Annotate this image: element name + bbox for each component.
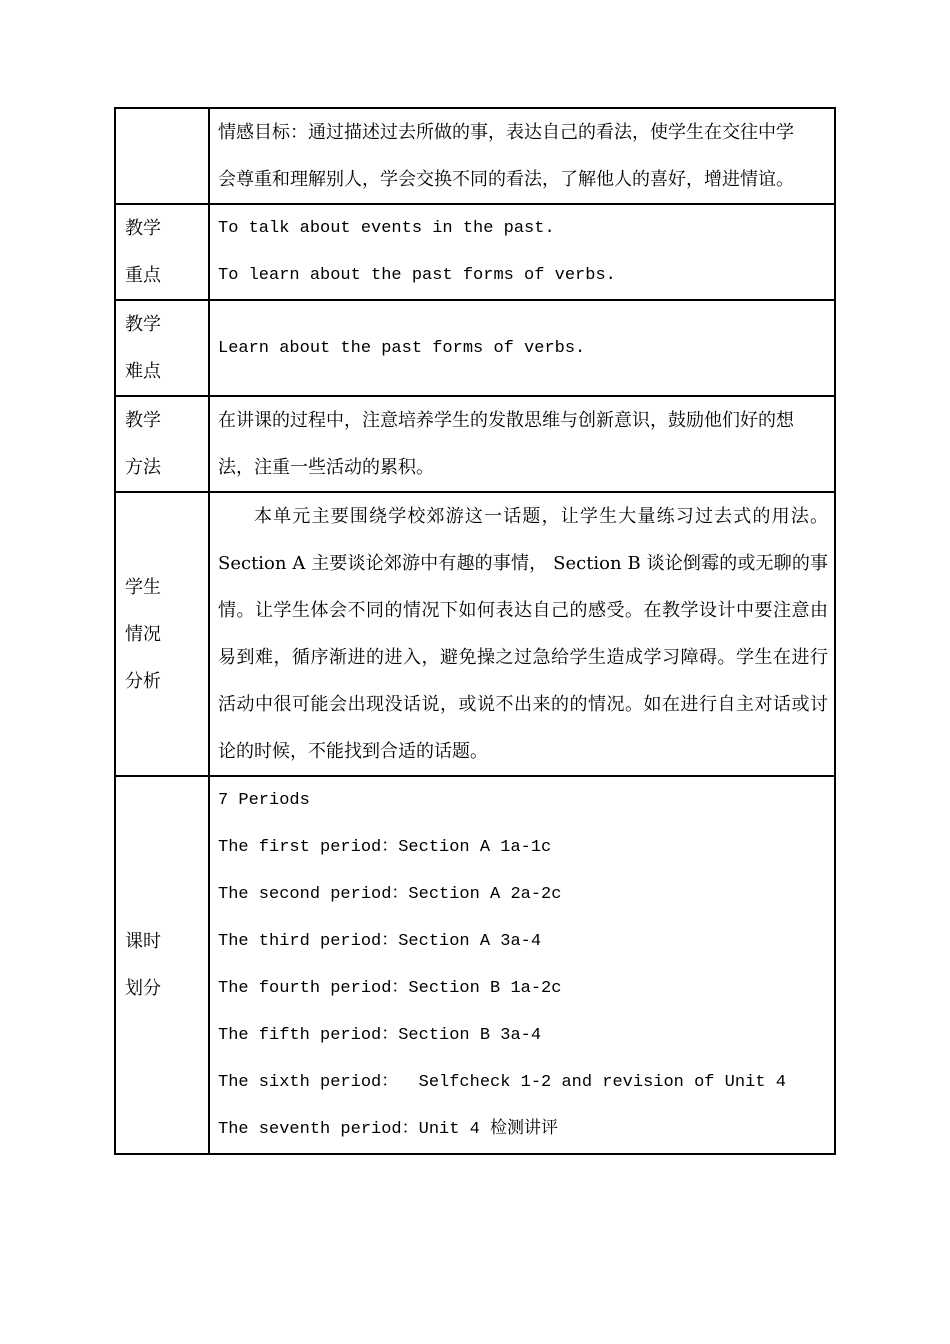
table-row-difficulties (115, 300, 835, 396)
period-item: The third period：Section A 3a-4 (218, 932, 542, 951)
period-item: The seventh period：Unit 4 检测讲评 (218, 1120, 559, 1139)
periods-cell (209, 776, 835, 1154)
student-analysis-paragraph: 本单元主要围绕学校郊游这一话题，让学生大量练习过去式的用法。Section A 主要谈论郊游中有趣的事情， Section B 谈论倒霉的或无聊的事情。让学生体会不同的情况下如何表达自己的感受。在教学设计中要注意由易到难，循序渐进的进入，避免操之过急给学生造成学习障碍。学生在进行活动中很可能会出现没话说，或说不出来的的情况。如在进行自主对话或讨论的时候，不能找到合适的话题。 (218, 506, 828, 762)
label-line: 重点 (125, 265, 161, 286)
methods-cell (209, 396, 835, 492)
affective-goal-line-1: 情感目标：通过描述过去所做的事，表达自己的看法，使学生在交往中学 (218, 122, 794, 143)
period-item: The first period：Section A 1a-1c (218, 838, 552, 857)
key-point-2: To learn about the past forms of verbs. (218, 266, 616, 285)
row-label-periods (115, 776, 209, 1154)
label-line: 难点 (125, 361, 161, 382)
period-item: The fourth period：Section B 1a-2c (218, 979, 562, 998)
table-row-methods (115, 396, 835, 492)
table-row-periods (115, 776, 835, 1154)
row-label-difficulties (115, 300, 209, 396)
label-line: 课时 (125, 931, 161, 952)
label-line: 教学 (125, 218, 161, 239)
label-line: 教学 (125, 410, 161, 431)
student-analysis-cell (209, 492, 835, 776)
row-label-student-analysis (115, 492, 209, 776)
affective-goal-cell (209, 108, 835, 204)
table-row-student-analysis (115, 492, 835, 776)
period-item: 7 Periods (218, 791, 310, 810)
key-points-cell (209, 204, 835, 300)
period-item: The sixth period： Selfcheck 1-2 and revision of Unit 4 (218, 1073, 786, 1092)
label-line: 划分 (125, 978, 161, 999)
row-label-methods (115, 396, 209, 492)
table-row-affective-goal (115, 108, 835, 204)
table-row-key-points (115, 204, 835, 300)
difficulty-1: Learn about the past forms of verbs. (218, 338, 586, 358)
affective-goal-line-2: 会尊重和理解别人，学会交换不同的看法，了解他人的喜好，增进情谊。 (218, 169, 794, 190)
methods-line-1: 在讲课的过程中，注意培养学生的发散思维与创新意识，鼓励他们好的想 (218, 410, 794, 431)
label-line: 方法 (125, 457, 161, 478)
key-point-1: To talk about events in the past. (218, 219, 555, 238)
label-line: 教学 (125, 314, 161, 335)
difficulties-cell (209, 300, 835, 396)
row-label-key-points (115, 204, 209, 300)
row-label-empty (115, 108, 209, 204)
label-line: 分析 (125, 670, 161, 692)
label-line: 学生 (125, 576, 161, 598)
label-line: 情况 (125, 623, 161, 645)
period-item: The second period：Section A 2a-2c (218, 885, 562, 904)
period-item: The fifth period：Section B 3a-4 (218, 1026, 542, 1045)
methods-line-2: 法，注重一些活动的累积。 (218, 457, 434, 478)
lesson-plan-table (114, 107, 836, 1155)
